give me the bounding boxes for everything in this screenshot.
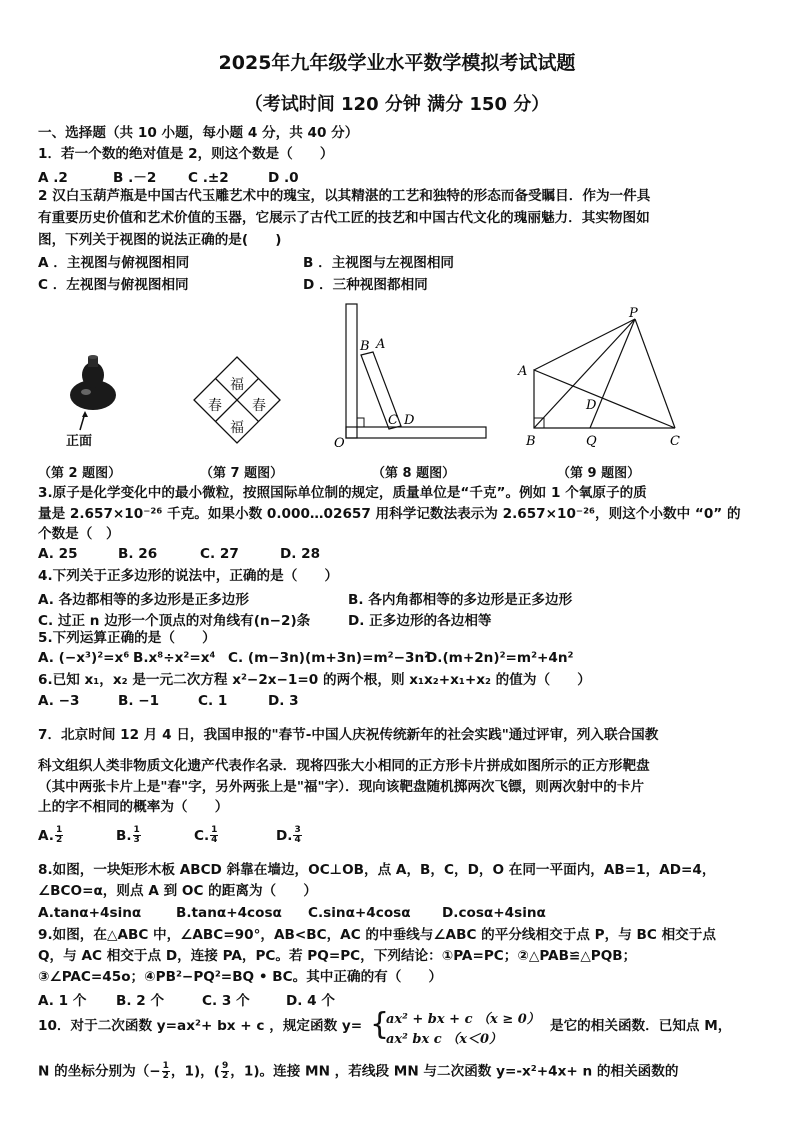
board-cell-right: 春: [252, 398, 266, 414]
q10-case-1: ax² + bx + c （x ≥ 0）: [386, 1012, 540, 1027]
q3-options: [38, 546, 320, 562]
q8-option-d: D.cosα+4sinα: [442, 905, 546, 921]
q3-line-3: 个数是（ ）: [38, 526, 120, 542]
q10-brace: {: [370, 1007, 390, 1042]
fig2-caption: （第 2 题图）: [38, 466, 122, 481]
q2-line-2: 有重要历史价值和艺术价值的玉器，它展示了古代工匠的技艺和中国古代文化的瑰丽魅力．其实物图如: [38, 210, 650, 226]
q6-option-b: B. −1: [118, 693, 160, 709]
page-title: 2025年九年级学业水平数学模拟考试试题: [218, 52, 576, 74]
q5-stem: 5.下列运算正确的是（ ）: [38, 630, 216, 646]
page-subtitle: （考试时间 120 分钟 满分 150 分）: [244, 94, 550, 115]
q2-line-3: 图，下列关于视图的说法正确的是( ): [38, 232, 282, 248]
q6-stem: 6.已知 x₁，x₂ 是一元二次方程 x²−2x−1=0 的两个根，则 x₁x₂+x₁+x₂ 的值为（ ）: [38, 672, 591, 688]
q4-stem: 4.下列关于正多边形的说法中，正确的是（ ）: [38, 568, 339, 584]
q10-post: 是它的相关函数．已知点 M，: [550, 1018, 732, 1034]
q3-option-b: B. 26: [118, 546, 158, 562]
q3-option-d: D. 28: [280, 546, 321, 562]
fig2-front-label: 正面: [66, 434, 93, 449]
q3-line-1: 3.原子是化学变化中的最小微粒，按照国际单位制的规定，质量单位是“千克”。例如 1 个氧原子的质: [38, 485, 647, 501]
fig7-caption: （第 7 题图）: [200, 466, 284, 481]
q7-option-b: B. $\frac{1}{3}$: [116, 825, 140, 845]
q8-line-2: ∠BCO=α，则点 A 到 OC 的距离为（ ）: [38, 883, 317, 899]
q6-options: [38, 693, 299, 709]
q6-option-d: D. 3: [268, 693, 299, 709]
q2-options-row2: [38, 273, 428, 293]
q9-option-d: D. 4 个: [286, 993, 335, 1009]
q2-option-d: D ．三种视图都相同: [303, 277, 428, 293]
q7-line-3: （其中两张卡片上是"春"字，另外两张上是"福"字）．现向该靶盘随机掷两次飞镖，则两次射中的卡片: [38, 779, 645, 795]
fig8-label-d: D: [404, 413, 415, 428]
q1-options: [38, 166, 299, 186]
fig9-label-c: C: [670, 434, 680, 449]
q10-line-2: N 的坐标分别为（− $\frac{1}{2}$ ，1)，( $\frac{9}{2}$ ，1)。连接 MN ，若线段 MN 与二次函数 y=-x²+4x+ n 的相关函数的: [38, 1061, 679, 1081]
q9-options: [38, 989, 335, 1009]
q4-option-b: B. 各内角都相等的多边形是正多边形: [348, 592, 573, 608]
q3-option-a: A. 25: [38, 546, 78, 562]
q2-option-b: B ．主视图与左视图相同: [303, 255, 455, 271]
q1-option-b: B .－2: [113, 170, 157, 186]
fig9-label-d: D: [586, 398, 597, 413]
fig8-label-a: A: [376, 337, 386, 352]
q7-options: [38, 826, 303, 845]
q2-line-1: 2 汉白玉葫芦瓶是中国古代玉雕艺术中的瑰宝，以其精湛的工艺和独特的形态而备受瞩目．作为一件具: [38, 188, 651, 204]
q5-option-b: B.x⁸÷x²=x⁴: [133, 650, 216, 666]
q5-options: [38, 650, 574, 666]
q3-option-c: C. 27: [200, 546, 239, 562]
section-heading: 一、选择题（共 10 小题，每小题 4 分，共 40 分）: [38, 125, 359, 141]
q9-option-b: B. 2 个: [116, 993, 165, 1009]
q6-option-a: A. −3: [38, 693, 80, 709]
q9-line-1: 9.如图，在△ABC 中，∠ABC=90°，AB<BC，AC 的中垂线与∠ABC 的平分线相交于点 P，与 BC 相交于点: [38, 927, 716, 943]
q7-line-1: 7．北京时间 12 月 4 日，我国申报的"春节-中国人庆祝传统新年的社会实践"通过评审，列入联合国教: [38, 727, 659, 743]
q5-option-d: D.(m+2n)²=m²+4n²: [426, 650, 574, 666]
q8-option-c: C.sinα+4cosα: [308, 905, 411, 921]
q1-stem: 1．若一个数的绝对值是 2，则这个数是（ ）: [38, 146, 334, 162]
q7-line-4: 上的字不相同的概率为（ ）: [38, 799, 229, 815]
q9-line-2: Q，与 AC 相交于点 D，连接 PA，PC。若 PQ=PC，下列结论：①PA=PC；②△PAB≌△PQB；: [38, 948, 637, 964]
q2-option-c: C ．左视图与俯视图相同: [38, 277, 189, 293]
q9-option-a: A. 1 个: [38, 993, 87, 1009]
board-cell-left: 春: [208, 398, 222, 414]
q8-line-1: 8.如图，一块矩形木板 ABCD 斜靠在墙边，OC⊥OB，点 A，B，C，D，O 在同一平面内，AB=1，AD=4，: [38, 862, 716, 878]
q1-option-c: C .±2: [188, 170, 229, 186]
q5-option-a: A. (−x³)²=x⁶: [38, 650, 130, 666]
q7-option-c: C. $\frac{1}{4}$: [194, 825, 218, 845]
q10-case-2: ax² bx c （x＜0）: [386, 1032, 502, 1047]
fig9-label-a: A: [518, 364, 528, 379]
q10-pre: 10．对于二次函数 y=ax²+ bx + c ，规定函数 y=: [38, 1018, 363, 1034]
q8-option-a: A.tanα+4sinα: [38, 905, 142, 921]
q2-option-a: A ．主视图与俯视图相同: [38, 255, 190, 271]
q7-line-2: 科文组织人类非物质文化遗产代表作名录．现将四张大小相同的正方形卡片拼成如图所示的正方形靶盘: [38, 758, 650, 774]
q8-options: [38, 905, 546, 921]
triangle-figure: [510, 305, 690, 450]
board-cell-top: 福: [230, 377, 244, 393]
fig8-caption: （第 8 题图）: [372, 466, 456, 481]
q6-option-c: C. 1: [198, 693, 228, 709]
q4-option-c: C. 过正 n 边形一个顶点的对角线有(n−2)条: [38, 613, 311, 629]
fig8-label-c: C: [388, 413, 398, 428]
q9-line-3: ③∠PAC=45o；④PB²−PQ²=BQ • BC。其中正确的有（ ）: [38, 969, 443, 985]
fig8-label-o: O: [334, 436, 345, 450]
fig9-label-q: Q: [586, 434, 597, 449]
q2-options-row1: [38, 251, 454, 271]
q4-option-d: D. 正多边形的各边相等: [348, 613, 492, 629]
q7-option-a: A. $\frac{1}{2}$: [38, 825, 63, 845]
fig9-caption: （第 9 题图）: [557, 466, 641, 481]
q7-option-d: D. $\frac{3}{4}$: [276, 825, 301, 845]
q1-option-d: D .0: [268, 170, 299, 186]
fig9-label-b: B: [526, 434, 536, 449]
leaning-board-figure: [330, 300, 495, 450]
fig8-label-b: B: [360, 339, 370, 354]
q4-option-a: A. 各边都相等的多边形是正多边形: [38, 592, 249, 608]
q4-options-row1: [38, 588, 572, 608]
board-cell-bottom: 福: [230, 420, 244, 436]
q1-option-a: A .2: [38, 170, 68, 186]
q8-option-b: B.tanα+4cosα: [176, 905, 282, 921]
q9-option-c: C. 3 个: [202, 993, 250, 1009]
q5-option-c: C. (m−3n)(m+3n)=m²−3n²: [228, 650, 431, 666]
q3-line-2: 量是 2.657×10⁻²⁶ 千克。如果小数 0.000…02657 用科学记数法表示为 2.657×10⁻²⁶，则这个小数中 “0” 的: [38, 506, 741, 522]
q4-options-row2: [38, 609, 492, 629]
fig9-label-p: P: [629, 306, 638, 321]
